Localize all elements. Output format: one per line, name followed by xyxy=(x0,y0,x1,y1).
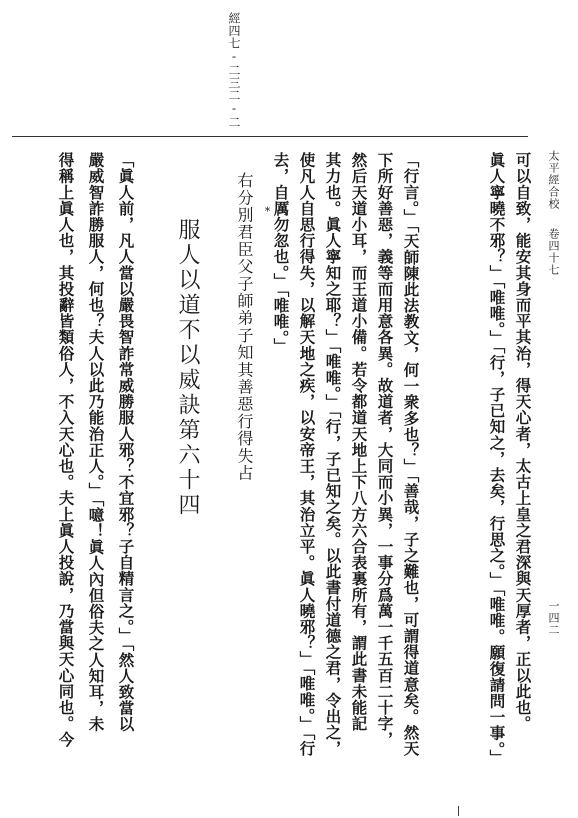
text-column-1: 可以自致，能安其身而平其治，得天心者，太古上皇之君深與天厚者，正以此也。 xyxy=(513,152,533,732)
page-code: 經四七-二三二-二 xyxy=(227,12,241,129)
section-subtitle: 右分別君臣父子師弟子知其善惡行得失占 xyxy=(235,172,254,482)
text-column-2: 眞人寧曉不邪？」「唯唯。」「行，子已知之，去矣，行思之。」「唯唯。願復請問一事。」 xyxy=(487,152,507,766)
header-rule xyxy=(12,136,528,137)
text-column-5: 然后天道小耳，而王道小備。若令都道天地上下八方六合表裏所有，謂此書未能記 xyxy=(349,152,369,732)
text-column-7: 使凡人自思行得失，以解天地之疾，以安帝王，其治立平。眞人曉邪？」「唯唯。」「行 xyxy=(297,152,317,757)
text-column-4: 下所好善惡，義等而用意各異。故道者，大同而小異，一事分爲萬一千五百二十字， xyxy=(375,152,395,748)
footnote-mark: * xyxy=(261,205,274,219)
bottom-mark xyxy=(458,806,459,816)
volume-label: 卷四十七 xyxy=(547,228,560,276)
text-column-3: 「行言。」「天師陳此法教文，何一衆多也？」「善哉，子之難也，可謂得道意矣。然天 xyxy=(401,152,421,757)
text-column-8: 去，自厲勿忽也。」「唯唯。」 xyxy=(271,152,291,355)
text-column-6: 其力也。眞人寧知之耶？」「唯唯。」「行，子已知之矣。以此書付道德之君，令出之， xyxy=(323,152,343,757)
text-column-11: 得稱上眞人也，其投辭皆類俗人，不入天心也。夫上眞人投說，乃當與天心同也。今 xyxy=(56,152,76,748)
text-column-9: 「眞人前，凡人當以嚴畏智詐常威勝服人邪？不宜邪？子自精言之。」「然人致當以 xyxy=(116,152,136,733)
book-title: 太平經合校 xyxy=(547,150,560,210)
page-number: 一四二 xyxy=(547,600,560,636)
text-column-10: 嚴威智詐勝服人，何也？夫人以此乃能治正人。」「噫！眞人內但俗夫之人知耳，未 xyxy=(86,152,106,733)
section-title: 服人以道不以威訣第六十四 xyxy=(175,218,200,518)
